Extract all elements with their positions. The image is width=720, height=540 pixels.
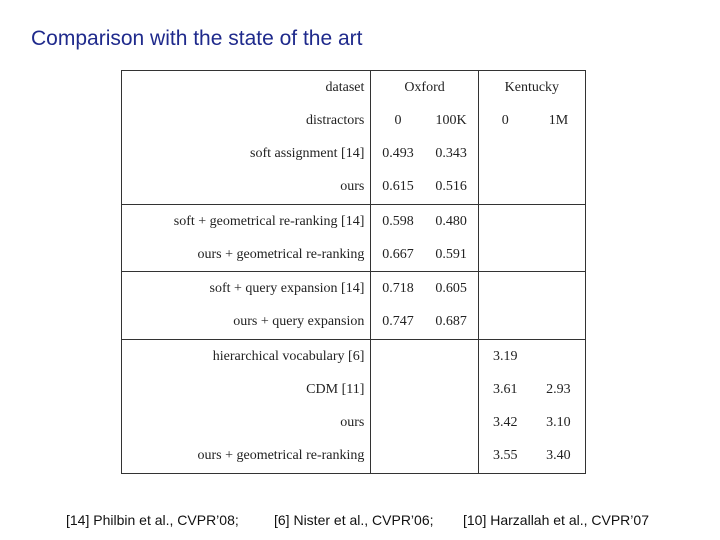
table-cell xyxy=(371,440,425,473)
kentucky-header: Kentucky xyxy=(504,79,560,95)
table-row xyxy=(122,238,585,272)
table-cell: 0.480 xyxy=(425,204,479,238)
row-label: CDM [11] xyxy=(122,373,371,406)
reference-nister: [6] Nister et al., CVPR’06; xyxy=(274,512,434,528)
row-label: hierarchical vocabulary [6] xyxy=(122,339,371,373)
slide-title: Comparison with the state of the art xyxy=(31,27,363,50)
table-cell: 0.687 xyxy=(425,306,479,340)
table-cell xyxy=(478,306,532,340)
table-cell xyxy=(425,339,479,373)
table-cell: 3.19 xyxy=(493,348,518,364)
table-cell: 0.493 xyxy=(382,146,414,162)
table-cell: 0.591 xyxy=(425,238,479,272)
table-row xyxy=(122,440,585,473)
table-row xyxy=(122,137,585,170)
table-cell xyxy=(478,204,532,238)
table-cell xyxy=(478,272,532,306)
results-table xyxy=(122,71,585,473)
table-cell: 3.10 xyxy=(546,415,571,431)
table-cell xyxy=(425,406,479,439)
row-label: ours xyxy=(122,171,371,205)
table-cell: 0.667 xyxy=(371,238,425,272)
row-label: soft assignment [14] xyxy=(122,137,371,170)
table-cell: 0 xyxy=(394,112,402,128)
table-cell: 0.516 xyxy=(425,171,479,205)
table-cell: 0.598 xyxy=(382,213,414,229)
table-cell: 3.61 xyxy=(493,381,518,397)
table-cell xyxy=(532,171,585,205)
table-cell xyxy=(371,406,425,439)
row-label: soft + query expansion [14] xyxy=(122,272,371,306)
row-label: ours + query expansion xyxy=(122,306,371,340)
table-cell: 3.40 xyxy=(546,448,571,464)
table-cell xyxy=(532,204,585,238)
oxford-header: Oxford xyxy=(371,71,478,104)
row-label: soft + geometrical re-ranking [14] xyxy=(122,204,371,238)
table-cell xyxy=(532,137,585,170)
distractors-row xyxy=(122,104,585,137)
table-cell xyxy=(371,339,425,373)
comparison-table xyxy=(121,70,586,474)
table-cell xyxy=(532,306,585,340)
table-cell xyxy=(425,373,479,406)
dataset-label: dataset xyxy=(122,71,371,104)
table-cell: 0.747 xyxy=(371,306,425,340)
table-cell xyxy=(371,373,425,406)
table-cell xyxy=(425,440,479,473)
table-cell xyxy=(478,171,532,205)
table-row xyxy=(122,204,585,238)
table-cell: 2.93 xyxy=(546,381,571,397)
reference-harzallah: [10] Harzallah et al., CVPR’07 xyxy=(463,512,649,528)
table-row xyxy=(122,171,585,205)
row-label: ours + geometrical re-ranking xyxy=(122,238,371,272)
table-cell: 0 xyxy=(501,112,509,128)
table-cell: 3.55 xyxy=(493,448,518,464)
table-row xyxy=(122,272,585,306)
table-row xyxy=(122,339,585,373)
table-cell: 100K xyxy=(425,104,479,137)
table-row xyxy=(122,373,585,406)
reference-philbin: [14] Philbin et al., CVPR’08; xyxy=(66,512,239,528)
row-label: ours + geometrical re-ranking xyxy=(122,440,371,473)
table-cell: 3.42 xyxy=(493,415,518,431)
table-cell xyxy=(478,238,532,272)
table-cell xyxy=(532,272,585,306)
table-cell: 1M xyxy=(548,112,569,128)
table-cell: 0.718 xyxy=(382,281,414,297)
header-row xyxy=(122,71,585,104)
table-cell xyxy=(532,339,585,373)
table-cell xyxy=(478,137,532,170)
table-row xyxy=(122,306,585,340)
distractors-label: distractors xyxy=(122,104,371,137)
table-cell: 0.343 xyxy=(425,137,479,170)
table-cell xyxy=(532,238,585,272)
table-row xyxy=(122,406,585,439)
table-cell: 0.615 xyxy=(371,171,425,205)
row-label: ours xyxy=(122,406,371,439)
table-cell: 0.605 xyxy=(425,272,479,306)
